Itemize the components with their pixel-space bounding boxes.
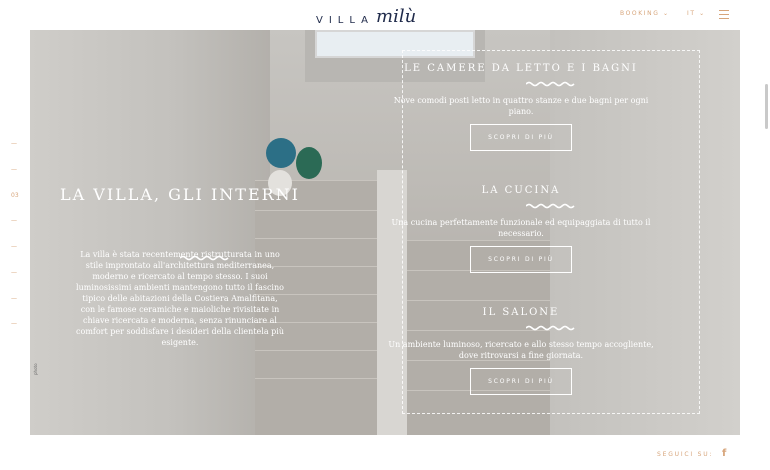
page-title: LA VILLA, GLI INTERNI: [60, 185, 300, 204]
pager-current[interactable]: 03: [11, 192, 19, 199]
pager-dot-2[interactable]: —: [11, 166, 17, 173]
language-label: IT: [687, 10, 696, 17]
follow-us-label: SEGUICI SU:: [657, 451, 714, 458]
pager-dot-5[interactable]: —: [11, 243, 17, 250]
section-title-kitchen: LA CUCINA: [481, 185, 561, 196]
section-description-bedrooms: Nove comodi posti letto in quattro stanze e due bagni per ogni piano.: [393, 96, 649, 116]
background-vase: [266, 138, 296, 168]
scrollbar-thumb[interactable]: [765, 84, 768, 129]
intro-description: La villa è stata recentemente ristrutturata in uno stile improntato all'architettura mediterranea, moderno e ricercato al tempo stesso. I suoi luminosissimi ambienti mantengono tutto il fascino tipico delle abitazioni della Costiera Amalfitana, con le famose ceramiche e maioliche rivisitate in chiave ricercata e moderna, senza rinunciare al comfort per soddisfare i desideri della clientela più esigente.: [76, 250, 284, 347]
language-selector[interactable]: [687, 10, 706, 17]
chevron-down-icon: ⌄: [699, 10, 706, 17]
wave-divider: [526, 325, 576, 331]
background-wall-left: [30, 30, 270, 435]
facebook-icon[interactable]: f: [722, 448, 727, 459]
photo-credit-mark: photo: [33, 363, 38, 375]
site-header: [0, 0, 770, 30]
chevron-down-icon: ⌄: [663, 10, 670, 17]
background-stair: [255, 378, 385, 435]
hamburger-icon[interactable]: [719, 10, 731, 20]
background-stair: [255, 210, 385, 238]
logo-villa-text: VILLA: [316, 15, 375, 26]
pager-dot-7[interactable]: —: [11, 295, 17, 302]
wave-divider: [526, 203, 576, 209]
section-title-living-room: IL SALONE: [482, 307, 560, 318]
discover-more-bedrooms-button[interactable]: SCOPRI DI PIÙ: [470, 124, 572, 151]
pager-dot-6[interactable]: —: [11, 269, 17, 276]
background-vase: [296, 147, 322, 179]
section-description-living-room: Un ambiente luminoso, ricercato e allo stesso tempo accogliente, dove ritrovarsi a fine giornata.: [388, 340, 654, 360]
booking-label: BOOKING: [620, 10, 660, 17]
section-description-kitchen: Una cucina perfettamente funzionale ed equipaggiata di tutto il necessario.: [391, 218, 651, 238]
section-title-bedrooms: LE CAMERE DA LETTO E I BAGNI: [404, 63, 638, 74]
logo[interactable]: [316, 6, 416, 26]
pager-dot-1[interactable]: —: [11, 140, 17, 147]
logo-script-text: milù: [376, 6, 417, 27]
pager-dot-4[interactable]: —: [11, 217, 17, 224]
booking-menu[interactable]: [620, 10, 670, 17]
discover-more-kitchen-button[interactable]: SCOPRI DI PIÙ: [470, 246, 572, 273]
background-stair: [255, 350, 385, 378]
pager-dot-8[interactable]: —: [11, 320, 17, 327]
wave-divider: [526, 81, 576, 87]
discover-more-living-room-button[interactable]: SCOPRI DI PIÙ: [470, 368, 572, 395]
